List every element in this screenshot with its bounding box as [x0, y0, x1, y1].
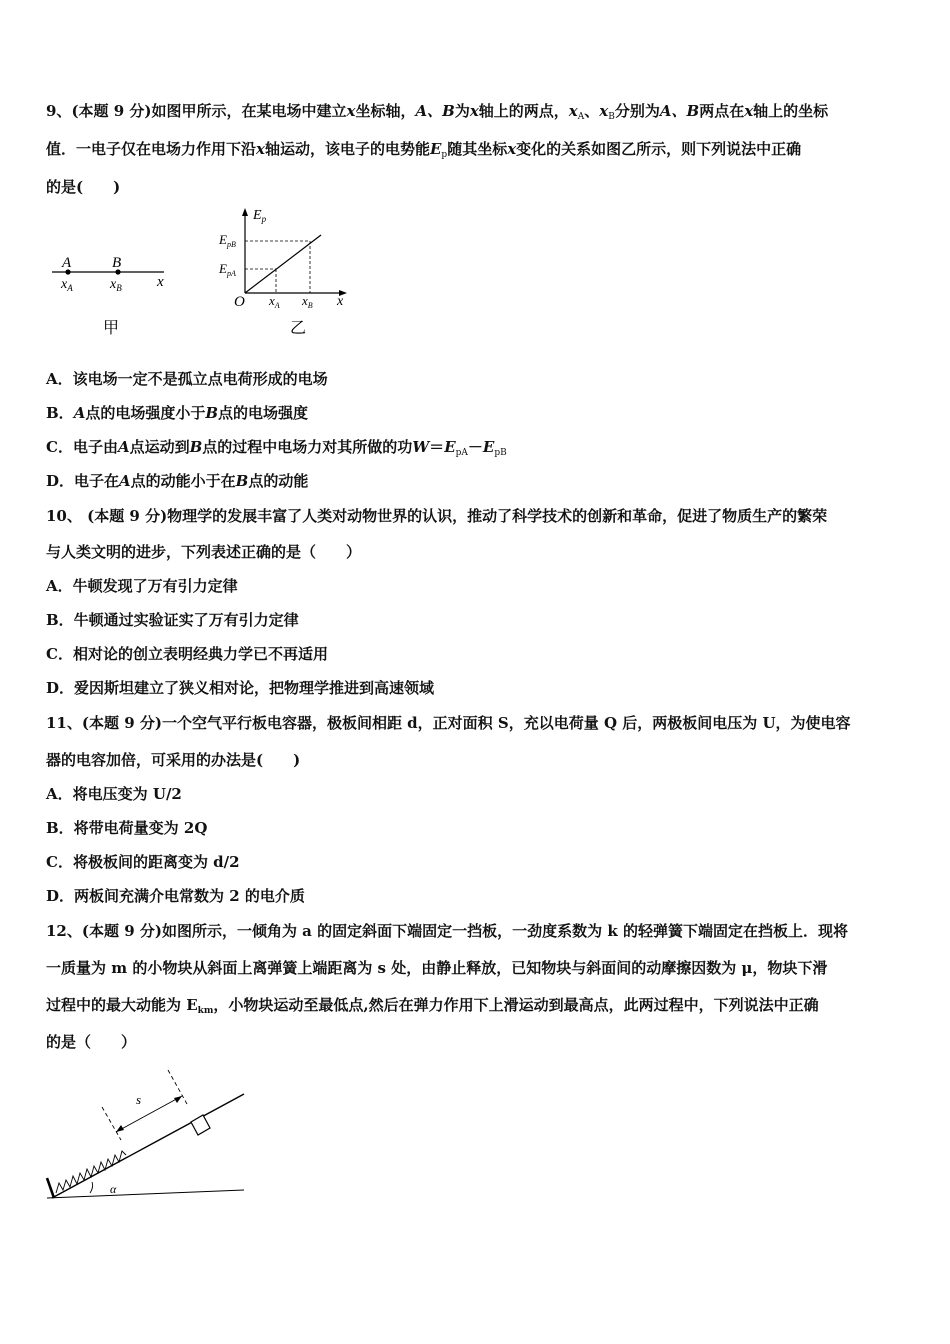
jia-label-xb: $x_B$	[110, 277, 122, 293]
q9-option-c: C．电子由A点运动到B点的过程中电场力对其所做的功$W=E_{pA}-E_{pB}$	[46, 438, 507, 458]
incline-figure	[44, 1062, 248, 1202]
incline-base-line	[47, 1190, 244, 1198]
q11-option-c: C．将极板间的距离变为 d/2	[46, 853, 240, 871]
figure-jia	[46, 250, 186, 340]
q11-option-a: A．将电压变为 U/2	[46, 785, 182, 803]
q11-option-d: D．两板间充满介电常数为 2 的电介质	[46, 887, 305, 905]
yi-caption: 乙	[290, 320, 307, 337]
q10-option-d: D．爱因斯坦建立了狭义相对论，把物理学推进到高速领域	[46, 679, 435, 697]
distance-s-line	[116, 1096, 182, 1132]
spring-end-dash	[102, 1107, 121, 1140]
jia-label-b: B	[112, 255, 122, 271]
yi-label-xb: $x_B$	[302, 293, 313, 310]
label-alpha: α	[110, 1182, 117, 1196]
distance-arrow-left-icon	[116, 1125, 124, 1132]
q10-option-a: A．牛顿发现了万有引力定律	[46, 577, 238, 595]
q11-option-b: B．将带电荷量变为 2Q	[46, 819, 208, 837]
jia-label-x: x	[157, 274, 164, 290]
q10-line-2: 与人类文明的进步，下列表述正确的是（ ）	[46, 543, 362, 561]
block	[191, 1115, 210, 1135]
q10-option-c: C．相对论的创立表明经典力学已不再适用	[46, 645, 328, 663]
stopper-plate	[47, 1178, 54, 1198]
distance-arrow-right-icon	[174, 1096, 182, 1103]
yi-label-o: O	[234, 294, 245, 310]
q9-option-b: B．A点的电场强度小于B点的电场强度	[46, 404, 309, 422]
yi-label-xa: $x_A$	[269, 293, 280, 310]
q10-option-b: B．牛顿通过实验证实了万有引力定律	[46, 611, 299, 629]
q9-line-1: 9、(本题 9 分)如图甲所示，在某电场中建立x坐标轴，A、B为x轴上的两点，$x_A$、$x_B$分别为A、B两点在x轴上的坐标	[46, 102, 829, 122]
q12-line-4: 的是（ ）	[46, 1033, 137, 1051]
incline-surface	[52, 1094, 244, 1198]
yi-label-x: x	[337, 294, 344, 309]
jia-label-xa: $x_A$	[61, 277, 73, 293]
q9-line-3: 的是( )	[46, 178, 121, 196]
q12-line-3: 过程中的最大动能为 $E_{km}$，小物块运动至最低点,然后在弹力作用下上滑运动到最高点，此两过程中，下列说法中正确	[46, 996, 819, 1016]
q9-number: 9、	[46, 102, 72, 120]
q9-option-a: A．该电场一定不是孤立点电荷形成的电场	[46, 370, 328, 388]
angle-arc	[90, 1182, 93, 1193]
q9-line-2: 值．一电子仅在电场力作用下沿x轴运动，该电子的电势能$E_p$随其坐标x变化的关系如图乙所示，则下列说法中正确	[46, 140, 802, 160]
label-s: s	[136, 1092, 142, 1107]
q11-line-2: 器的电容加倍，可采用的办法是( )	[46, 751, 301, 769]
q11-line-1: 11、(本题 9 分)一个空气平行板电容器，极板间相距 d，正对面积 S，充以电荷量 Q 后，两极板间电压为 U，为使电容	[46, 714, 851, 732]
q12-line-2: 一质量为 m 的小物块从斜面上离弹簧上端距离为 s 处，由静止释放，已知物块与斜面间的动摩擦因数为 μ，物块下滑	[46, 959, 828, 977]
jia-caption: 甲	[103, 320, 120, 337]
yi-label-epb: $E_{pB}$	[219, 232, 236, 249]
yi-label-ep: $E_p$	[253, 208, 267, 224]
figure-yi	[215, 205, 355, 340]
yi-y-arrow-icon	[242, 208, 248, 216]
yi-label-epa: $E_{pA}$	[219, 261, 236, 278]
q10-line-1: 10、 (本题 9 分)物理学的发展丰富了人类对动物世界的认识，推动了科学技术的创新和革命，促进了物质生产的繁荣	[46, 507, 828, 525]
q9-option-d: D．电子在A点的动能小于在B点的动能	[46, 472, 309, 490]
q12-line-1: 12、(本题 9 分)如图所示，一倾角为 a 的固定斜面下端固定一挡板，一劲度系数为 k 的轻弹簧下端固定在挡板上．现将	[46, 922, 848, 940]
jia-label-a: A	[62, 255, 72, 271]
